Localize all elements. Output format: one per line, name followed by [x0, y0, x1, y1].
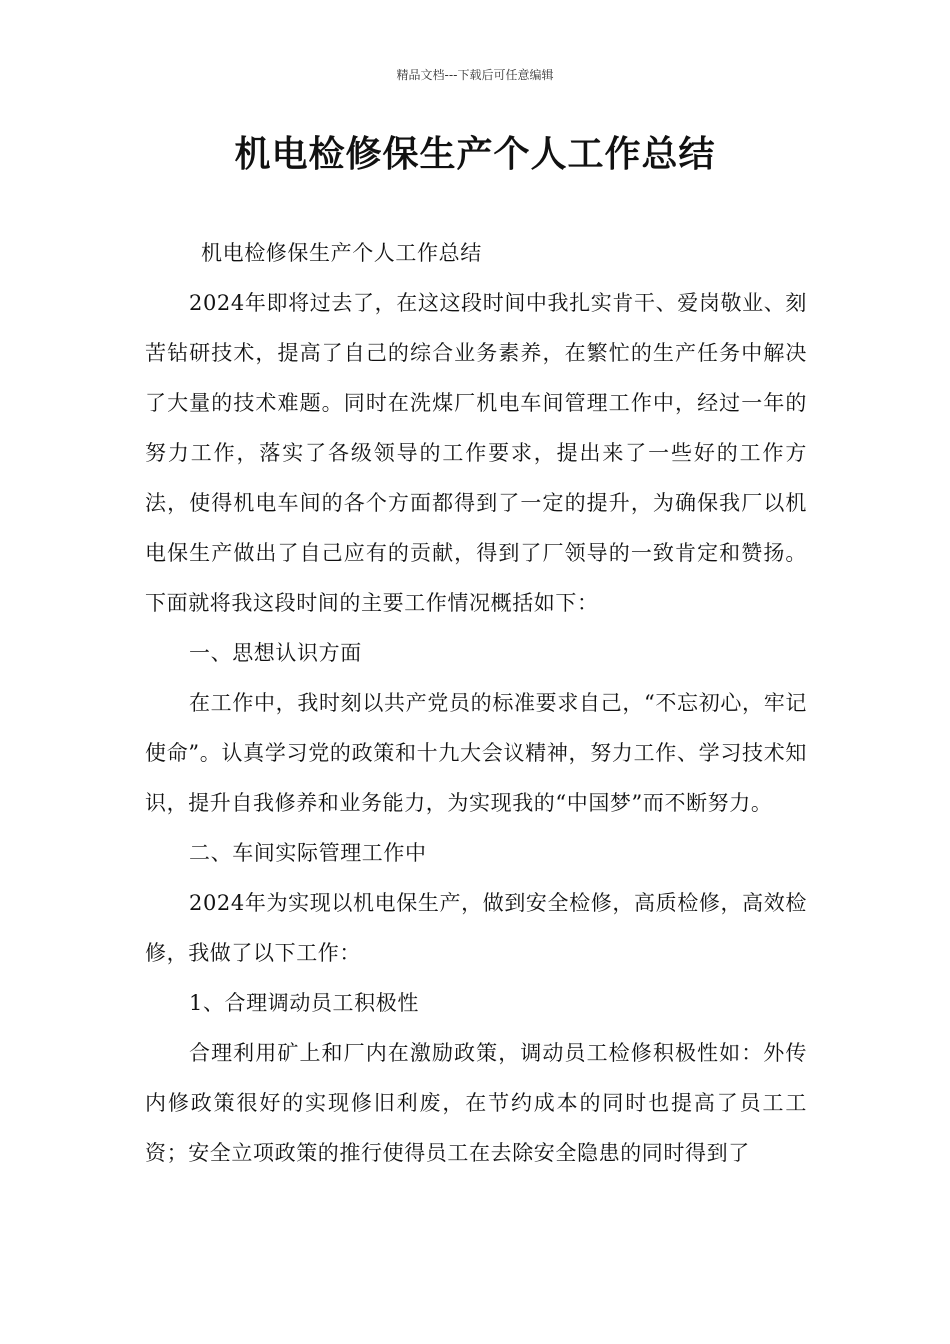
- paragraph-intro: 2024年即将过去了，在这这段时间中我扎实肯干、爱岗敬业、刻苦钻研技术，提高了自己的综合业务素养，在繁忙的生产任务中解决了大量的技术难题。同时在洗煤厂机电车间管理工作中，经过一年的努力工作，落实了各级领导的工作要求，提出来了一些好的工作方法，使得机电车间的各个方面都得到了一定的提升，为确保我厂以机电保生产做出了自己应有的贡献，得到了厂领导的一致肯定和赞扬。下面就将我这段时间的主要工作情况概括如下：: [145, 291, 807, 615]
- document-title: 机电检修保生产个人工作总结: [234, 134, 716, 175]
- subsection-heading-1: 1、合理调动员工积极性: [189, 991, 419, 1015]
- document-body: [145, 228, 807, 1178]
- paragraph-section-1: 在工作中，我时刻以共产党员的标准要求自己，“不忘初心，牢记使命”。认真学习党的政策和十九大会议精神，努力工作、学习技术知识，提升自我修养和业务能力，为实现我的“中国梦”而不断努力。: [145, 691, 807, 815]
- paragraph-section-2: 2024年为实现以机电保生产，做到安全检修，高质检修，高效检修，我做了以下工作：: [145, 891, 807, 965]
- header-note: 精品文档---下载后可任意编辑: [396, 68, 554, 82]
- section-heading-2: 二、车间实际管理工作中: [189, 841, 427, 865]
- section-heading-1: 一、思想认识方面: [189, 641, 362, 665]
- body-subtitle: 机电检修保生产个人工作总结: [201, 241, 482, 265]
- paragraph-subsection-1: 合理利用矿上和厂内在激励政策，调动员工检修积极性如：外传内修政策很好的实现修旧利废，在节约成本的同时也提高了员工工资；安全立项政策的推行使得员工在去除安全隐患的同时得到了: [145, 1041, 807, 1165]
